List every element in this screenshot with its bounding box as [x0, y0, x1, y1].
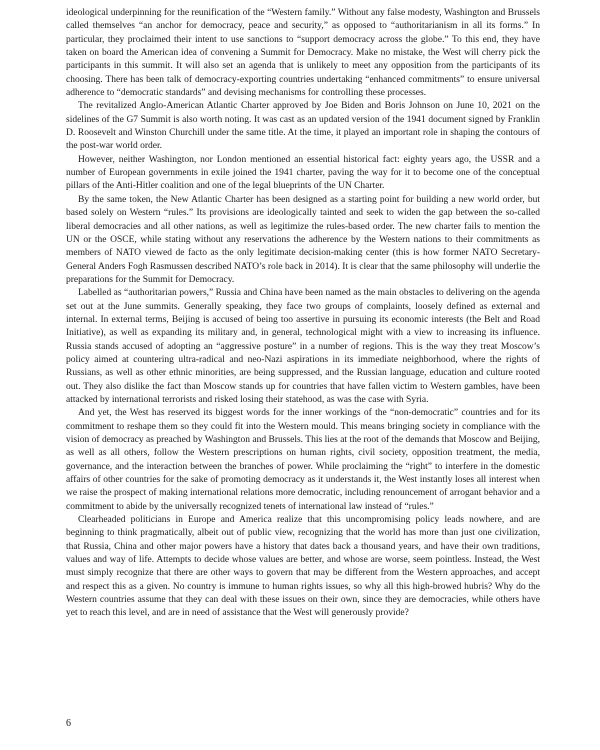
- paragraph: However, neither Washington, nor London mentioned an essential historical fact: eighty years ago, the USSR and a number of European governments in exile joined the 1941 charter, paving the way for it to become one of the conceptual pillars of the Anti-Hitler coalition and one of the legal blueprints of the UN Charter.: [66, 154, 540, 192]
- paragraph: ideological underpinning for the reunification of the “Western family.” Without any false modesty, Washington and Brussels called themselves “an anchor for democracy, peace and security,” as opposed to “authoritarianism in all its forms.” In particular, they proclaimed their intent to use sanctions to “support democracy across the globe.” To this end, they have taken on board the American idea of convening a Summit for Democracy. Make no mistake, the West will cherry pick the participants in this summit. It will also set an agenda that is unlikely to meet any opposition from the participants of its choosing. There has been talk of democracy-exporting countries undertaking “enhanced commitments” to ensure universal adherence to “democratic standards” and devising mechanisms for controlling these processes.: [66, 8, 540, 99]
- page-number: 6: [66, 718, 71, 729]
- paragraph: The revitalized Anglo-American Atlantic Charter approved by Joe Biden and Boris Johnson on June 10, 2021 on the sidelines of the G7 Summit is also worth noting. It was cast as an updated version of the 1941 document signed by Franklin D. Roosevelt and Winston Churchill under the same title. At the time, it played an important role in shaping the contours of the post-war world order.: [66, 101, 540, 152]
- paragraph: Labelled as “authoritarian powers,” Russia and China have been named as the main obstacles to delivering on the agenda set out at the June summits. Generally speaking, they face two groups of complaints, loosely defined as external and internal. In external terms, Beijing is accused of being too assertive in pursuing its economic interests (the Belt and Road Initiative), as well as expanding its military and, in general, technological might with a view to increasing its influence. Russia stands accused of adopting an “aggressive posture” in a number of regions. This is the way they treat Moscow’s policy aimed at countering ultra-radical and neo-Nazi aspirations in its immediate neighborhood, where the rights of Russians, as well as other ethnic minorities, are being suppressed, and the Russian language, education and culture rooted out. They also dislike the fact than Moscow stands up for countries that have fallen victim to Western gambles, have been attacked by international terrorists and risked losing their statehood, as was the case with Syria.: [66, 288, 540, 405]
- paragraph: Clearheaded politicians in Europe and America realize that this uncompromising policy leads nowhere, and are beginning to think pragmatically, albeit out of public view, recognizing that the world has more than just one civilization, that Russia, China and other major powers have a history that dates back a thousand years, and have their own traditions, values and way of life. Attempts to decide whose values are better, and whose are worse, seem pointless. Instead, the West must simply recognize that there are other ways to govern that may be different from the Western approaches, and accept and respect this as a given. No country is immune to human rights issues, so why all this high-browed hubris? Why do the Western countries assume that they can deal with these issues on their own, since they are democracies, while others have yet to reach this level, and are in need of assistance that the West will generously provide?: [66, 515, 540, 619]
- paragraph: And yet, the West has reserved its biggest words for the inner workings of the “non-democratic” countries and for its commitment to reshape them so they could fit into the Western mould. This means bringing society in compliance with the vision of democracy as preached by Washington and Brussels. This lies at the root of the demands that Moscow and Beijing, as well as all others, follow the Western prescriptions on human rights, civil society, opposition treatment, the media, governance, and the interaction between the branches of power. While proclaiming the “right” to interfere in the domestic affairs of other countries for the sake of promoting democracy as it understands it, the West instantly loses all interest when we raise the prospect of making international relations more democratic, including renouncement of arrogant behavior and a commitment to abide by the universally recognized tenets of international law instead of “rules.”: [66, 408, 540, 512]
- paragraph: By the same token, the New Atlantic Charter has been designed as a starting point for building a new world order, but based solely on Western “rules.” Its provisions are ideologically tainted and seek to widen the gap between the so-called liberal democracies and all other nations, as well as legitimize the rules-based order. The new charter fails to mention the UN or the OSCE, while stating without any reservations the adherence by the Western nations to their commitments as members of NATO viewed de facto as the only legitimate decision-making center (this is how former NATO Secretary-General Anders Fogh Rasmussen described NATO’s role back in 2014). It is clear that the same philosophy will underlie the preparations for the Summit for Democracy.: [66, 194, 540, 285]
- page-body: [66, 7, 540, 621]
